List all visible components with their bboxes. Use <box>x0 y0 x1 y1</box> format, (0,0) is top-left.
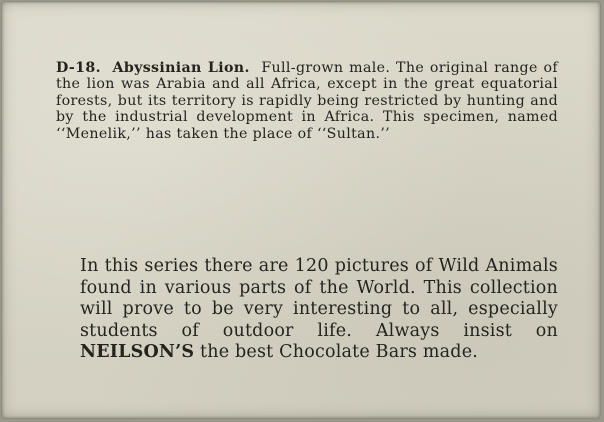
description-body: Full-grown male. The original range of the lion was Arabia and all Africa, except in the great equatorial forests, but its territory is rapidly being restricted by hunting and by the industrial development in Africa. This specimen, named ‘‘Menelik,’’ has taken the place of ‘‘Sultan.’’ <box>56 60 558 142</box>
animal-description <box>56 60 558 142</box>
trading-card-back <box>1 1 601 419</box>
brand-name: NEILSON’S <box>80 342 195 363</box>
promotional-text <box>80 256 558 364</box>
promo-closing: the best Chocolate Bars made. <box>200 342 479 363</box>
animal-title: Abyssinian Lion. <box>112 60 250 76</box>
promo-intro: In this series there are 120 pictures of Wild Animals found in various parts of the World. This collection will prove to be very interesting to all, especially students of outdoor life. Always insist on <box>80 256 558 341</box>
card-number: D-18. <box>56 60 101 76</box>
